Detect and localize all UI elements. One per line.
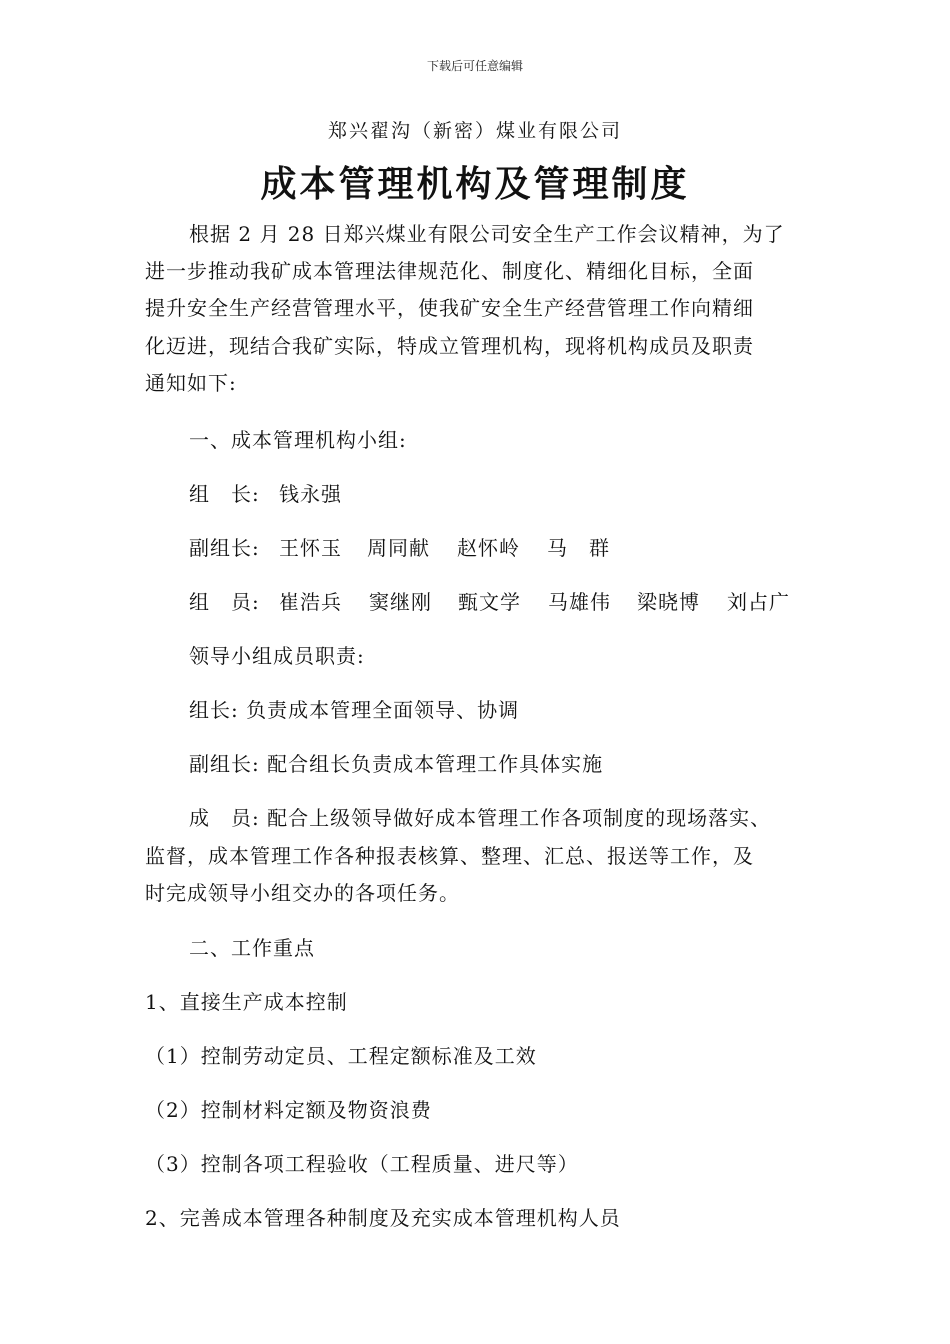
deputy-leader-name: 马 群	[547, 536, 610, 560]
duty-members-line: 时完成领导小组交办的各项任务。	[145, 881, 460, 905]
members-label: 组 员:	[189, 590, 260, 614]
deputy-leader-name: 赵怀岭	[457, 536, 520, 560]
duty-deputy: 副组长: 配合组长负责成本管理工作具体实施	[189, 752, 604, 776]
company-name: 郑兴翟沟（新密）煤业有限公司	[327, 120, 622, 142]
sub-item: （3）控制各项工程验收（工程质量、进尺等）	[145, 1152, 579, 1176]
intro-line: 进一步推动我矿成本管理法律规范化、制度化、精细化目标，全面	[145, 259, 754, 283]
deputy-leader-name: 王怀玉	[279, 536, 342, 560]
deputy-leader-name: 周同献	[367, 536, 430, 560]
work-item-2: 2、完善成本管理各种制度及充实成本管理机构人员	[145, 1206, 621, 1230]
section2-heading: 二、工作重点	[189, 936, 315, 960]
member-name: 崔浩兵	[279, 590, 342, 614]
member-name: 窦继刚	[369, 590, 432, 614]
work-item-1: 1、直接生产成本控制	[145, 990, 348, 1014]
deputy-leaders-label: 副组长:	[189, 536, 260, 560]
intro-line: 通知如下:	[145, 371, 237, 395]
document-title: 成本管理机构及管理制度	[260, 163, 690, 205]
duty-members-line: 成 员: 配合上级领导做好成本管理工作各项制度的现场落实、	[189, 806, 772, 830]
leader-label: 组 长:	[189, 482, 260, 506]
leader-name: 钱永强	[279, 482, 342, 506]
section1-heading: 一、成本管理机构小组:	[189, 428, 407, 452]
sub-item: （1）控制劳动定员、工程定额标准及工效	[145, 1044, 537, 1068]
duty-leader: 组长: 负责成本管理全面领导、协调	[189, 698, 520, 722]
member-name: 甄文学	[458, 590, 521, 614]
duties-heading: 领导小组成员职责:	[189, 644, 365, 668]
member-name: 梁晓博	[637, 590, 700, 614]
intro-line: 化迈进，现结合我矿实际，特成立管理机构，现将机构成员及职责	[145, 334, 754, 358]
member-name: 马雄伟	[548, 590, 611, 614]
member-name: 刘占广	[727, 590, 790, 614]
duty-members-line: 监督，成本管理工作各种报表核算、整理、汇总、报送等工作，及	[145, 844, 754, 868]
intro-line: 提升安全生产经营管理水平，使我矿安全生产经营管理工作向精细	[145, 296, 754, 320]
page-header-note: 下载后可任意编辑	[426, 59, 523, 73]
intro-line: 根据 2 月 28 日郑兴煤业有限公司安全生产工作会议精神，为了	[189, 222, 785, 246]
sub-item: （2）控制材料定额及物资浪费	[145, 1098, 432, 1122]
